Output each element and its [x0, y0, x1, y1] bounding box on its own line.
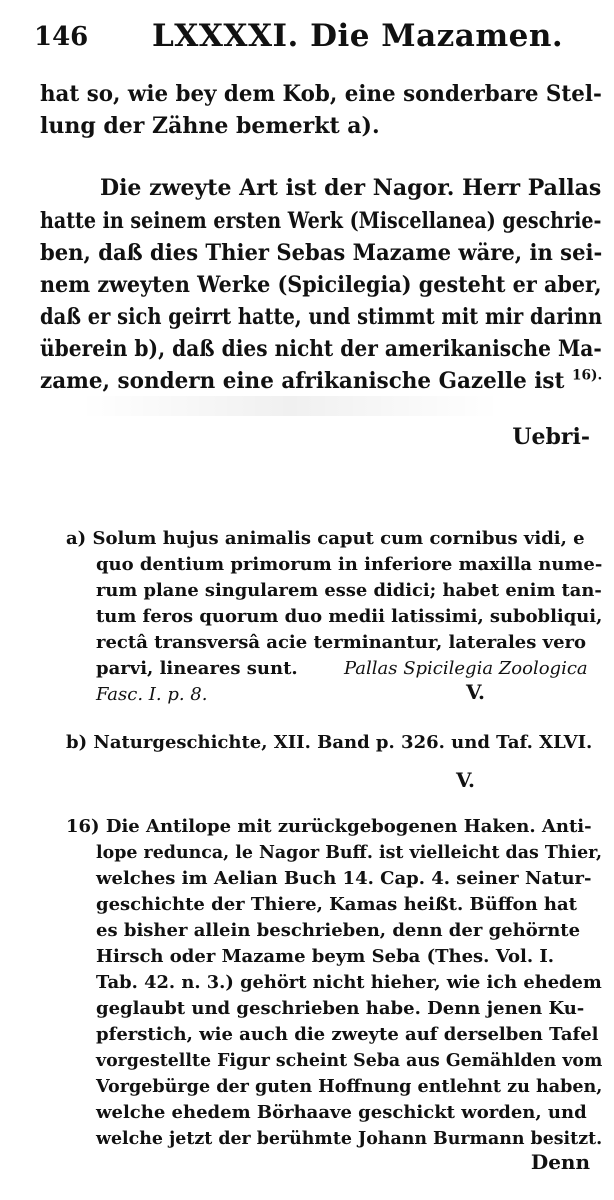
catchword: Uebri-: [512, 424, 590, 450]
footnote-a-line: a) Solum hujus animalis caput cum cornibus vidi, e: [66, 528, 585, 549]
footnote-16-line: geschichte der Thiere, Kamas heißt. Büffon hat: [96, 894, 577, 915]
body-line: lung der Zähne bemerkt a).: [40, 113, 380, 139]
body-line: nem zweyten Werke (Spicilegia) gesteht er aber,: [40, 272, 602, 298]
footnote-16-line: geglaubt und geschrieben habe. Denn jenen Ku-: [96, 998, 585, 1019]
body-line: hatte in seinem ersten Werk (Miscellanea) geschrie-: [40, 208, 602, 234]
footnote-16-line: Vorgebürge der guten Hoffnung entlehnt zu haben,: [96, 1076, 603, 1097]
body-line: Die zweyte Art ist der Nagor. Herr Pallas: [100, 175, 602, 201]
page-header: [0, 14, 614, 54]
footnote-b-line: b) Naturgeschichte, XII. Band p. 326. und Taf. XLVI.: [66, 732, 593, 753]
footnote-a-citation: Pallas Spicilegia Zoologica: [343, 658, 588, 679]
footnote-16-line: Tab. 42. n. 3.) gehört nicht hieher, wie ich ehedem: [96, 972, 602, 993]
footnote-a-line-last: [96, 656, 588, 682]
footnote-b-signature: V.: [456, 768, 475, 792]
footnote-16-line: welches im Aelian Buch 14. Cap. 4. seiner Natur-: [96, 868, 592, 889]
footnote-16-line: es bisher allein beschrieben, denn der gehörnte: [96, 920, 581, 941]
bleed-through-mark: [80, 396, 500, 416]
footnote-a-line: quo dentium primorum in inferiore maxilla nume-: [96, 554, 603, 575]
footnote-16-line: welche jetzt der berühmte Johann Burmann besitzt.: [96, 1128, 603, 1149]
running-head: LXXXXI. Die Mazamen.: [152, 18, 564, 54]
footnote-16-line: lope redunca, le Nagor Buff. ist vielleicht das Thier,: [96, 842, 603, 863]
footnote-16-line: vorgestellte Figur scheint Seba aus Gemählden vom: [96, 1050, 603, 1071]
footnote-a-line: rum plane singularem esse didici; habet enim tan-: [96, 580, 602, 601]
footnote-16-line: 16) Die Antilope mit zurückgebogenen Haken. Anti-: [66, 816, 592, 837]
body-line: ben, daß dies Thier Sebas Mazame wäre, in sei-: [40, 240, 603, 266]
body-line-last: [40, 365, 602, 397]
body-line: daß er sich geirrt hatte, und stimmt mit mir darinn: [40, 304, 603, 330]
body-line: hat so, wie bey dem Kob, eine sonderbare Stel-: [40, 81, 602, 107]
footnote-a-citation-cont: [96, 682, 207, 708]
footnote-16-catchword: Denn: [530, 1150, 590, 1174]
footnote-a-signature: V.: [466, 680, 485, 704]
footnote-16-line: welche ehedem Börhaave geschickt worden, und: [96, 1102, 587, 1123]
footnote-a-line: rectâ transversâ acie terminantur, laterales vero: [96, 632, 587, 653]
footnote-reference-16: 16).: [571, 367, 603, 384]
page-number: 146: [34, 22, 89, 52]
footnote-16-line: pferstich, wie auch die zweyte auf derselben Tafel: [96, 1024, 599, 1045]
footnote-16-line: Hirsch oder Mazame beym Seba (Thes. Vol. I.: [96, 946, 555, 967]
footnote-a-citation-line2: Fasc. I. p. 8.: [96, 684, 208, 705]
body-line-text: zame, sondern eine afrikanische Gazelle ist: [40, 368, 565, 394]
footnote-a-line: tum feros quorum duo medii latissimi, subobliqui,: [96, 606, 603, 627]
footnote-a-text: parvi, lineares sunt.: [96, 658, 298, 679]
body-line: überein b), daß dies nicht der amerikanische Ma-: [40, 336, 602, 362]
